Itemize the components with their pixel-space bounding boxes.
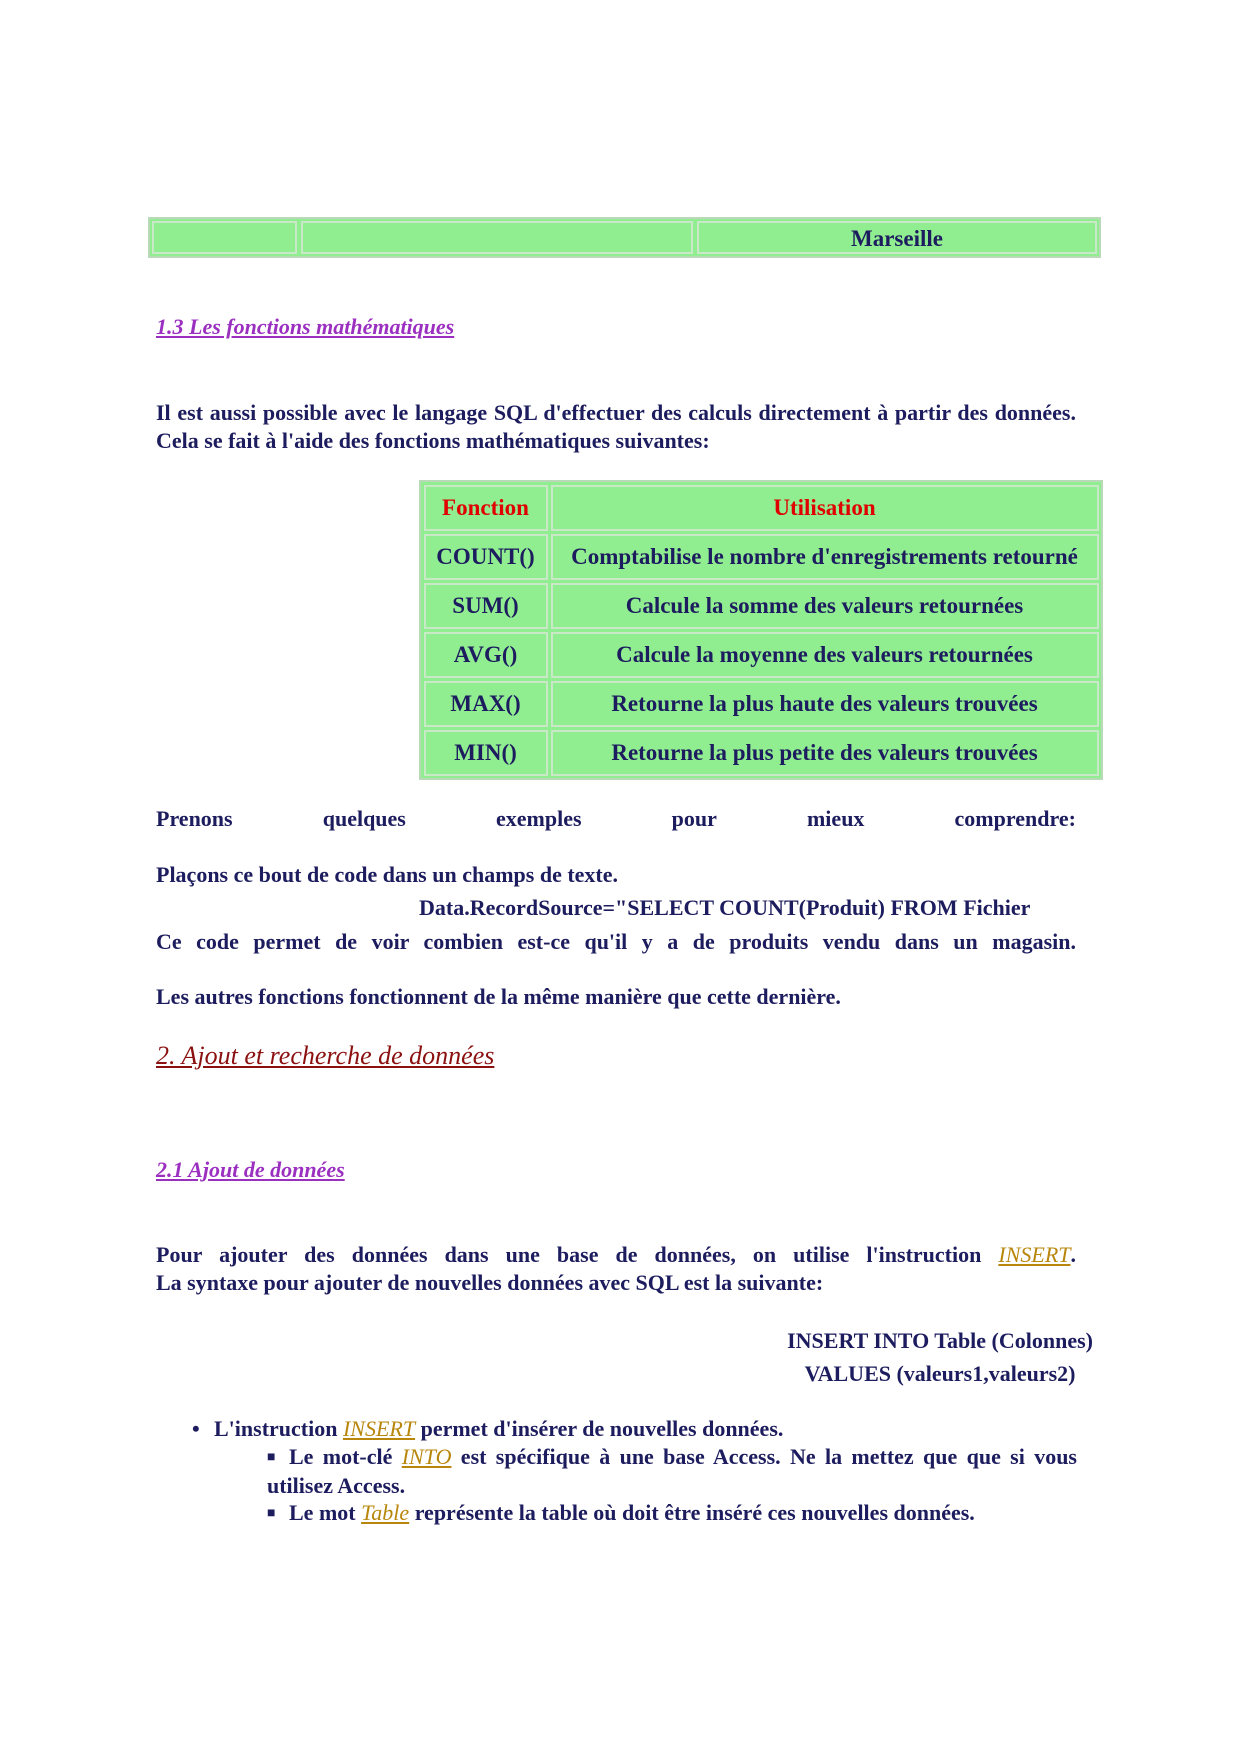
table-row xyxy=(422,532,1100,581)
code-explanation: Ce code permet de voir combien est-ce qu'il y a de produits vendu dans un magasin. xyxy=(156,929,1076,954)
word: comprendre: xyxy=(954,806,1076,831)
table-header-row xyxy=(422,483,1100,532)
period: . xyxy=(1070,1242,1076,1267)
intro-paragraph: Il est aussi possible avec le langage SQL d'effectuer des calculs directement à partir des données. Cela se fait à l'aide des fonctions mathématiques suivantes: xyxy=(156,400,1076,453)
function-usage: Calcule la moyenne des valeurs retournées xyxy=(551,632,1099,678)
bullet-main: • L'instruction INSERT permet d'insérer de nouvelles données. xyxy=(192,1416,784,1441)
top-table-fragment xyxy=(148,217,1101,258)
header-fonction: Fonction xyxy=(424,485,548,531)
word: mieux xyxy=(806,806,865,831)
table-keyword-link[interactable]: Table xyxy=(361,1500,410,1525)
section-heading-1-3[interactable]: 1.3 Les fonctions mathématiques xyxy=(156,314,455,339)
insert-paragraph xyxy=(156,1241,1076,1297)
square-bullet-icon: ■ xyxy=(267,1450,276,1465)
function-name: SUM() xyxy=(424,583,548,629)
functions-table xyxy=(419,480,1103,780)
syntax-block xyxy=(787,1324,1093,1390)
insert-keyword-link[interactable]: INSERT xyxy=(998,1242,1071,1267)
word: pour xyxy=(671,806,717,831)
code-line: Data.RecordSource="SELECT COUNT(Produit) FROM Fichier xyxy=(419,895,1031,920)
others-sentence: Les autres fonctions fonctionnent de la même manière que cette dernière. xyxy=(156,984,841,1009)
table-row xyxy=(422,630,1100,679)
insert-syntax-intro: La syntaxe pour ajouter de nouvelles données avec SQL est la suivante: xyxy=(156,1270,824,1295)
table-row xyxy=(422,581,1100,630)
examples-line xyxy=(156,806,1076,832)
function-usage: Retourne la plus petite des valeurs trouvées xyxy=(551,730,1099,776)
bullet-dot-icon: • xyxy=(192,1416,200,1441)
table-cell xyxy=(152,221,297,254)
function-name: COUNT() xyxy=(424,534,548,580)
code-intro: Plaçons ce bout de code dans un champs de texte. xyxy=(156,862,619,887)
section-heading-2[interactable]: 2. Ajout et recherche de données xyxy=(156,1041,495,1070)
table-row xyxy=(422,728,1100,777)
insert-text: Pour ajouter des données dans une base de données, on utilise l'instruction xyxy=(156,1242,999,1267)
syntax-line-2: VALUES (valeurs1,valeurs2) xyxy=(804,1361,1076,1386)
table-cell-city: Marseille xyxy=(697,221,1097,254)
syntax-line-1: INSERT INTO Table (Colonnes) xyxy=(787,1328,1093,1353)
bullet-sub-1: ■ Le mot-clé INTO est spécifique à une base Access. Ne la mettez que que si vous utilisez Access. xyxy=(267,1444,1077,1498)
insert-keyword-link[interactable]: INSERT xyxy=(342,1416,416,1441)
word: Prenons xyxy=(156,806,233,831)
function-name: MIN() xyxy=(424,730,548,776)
square-bullet-icon: ■ xyxy=(267,1506,276,1521)
table-cell xyxy=(301,221,693,254)
header-utilisation: Utilisation xyxy=(551,485,1099,531)
function-usage: Comptabilise le nombre d'enregistrements retourné xyxy=(551,534,1099,580)
function-name: MAX() xyxy=(424,681,548,727)
bullet-sub-2: ■ Le mot Table représente la table où doit être inséré ces nouvelles données. xyxy=(267,1499,1127,1528)
function-usage: Retourne la plus haute des valeurs trouvées xyxy=(551,681,1099,727)
function-name: AVG() xyxy=(424,632,548,678)
into-keyword-link[interactable]: INTO xyxy=(401,1444,452,1469)
section-heading-2-1[interactable]: 2.1 Ajout de données xyxy=(156,1157,345,1182)
word: quelques xyxy=(322,806,406,831)
function-usage: Calcule la somme des valeurs retournées xyxy=(551,583,1099,629)
word: exemples xyxy=(495,806,582,831)
table-row xyxy=(422,679,1100,728)
